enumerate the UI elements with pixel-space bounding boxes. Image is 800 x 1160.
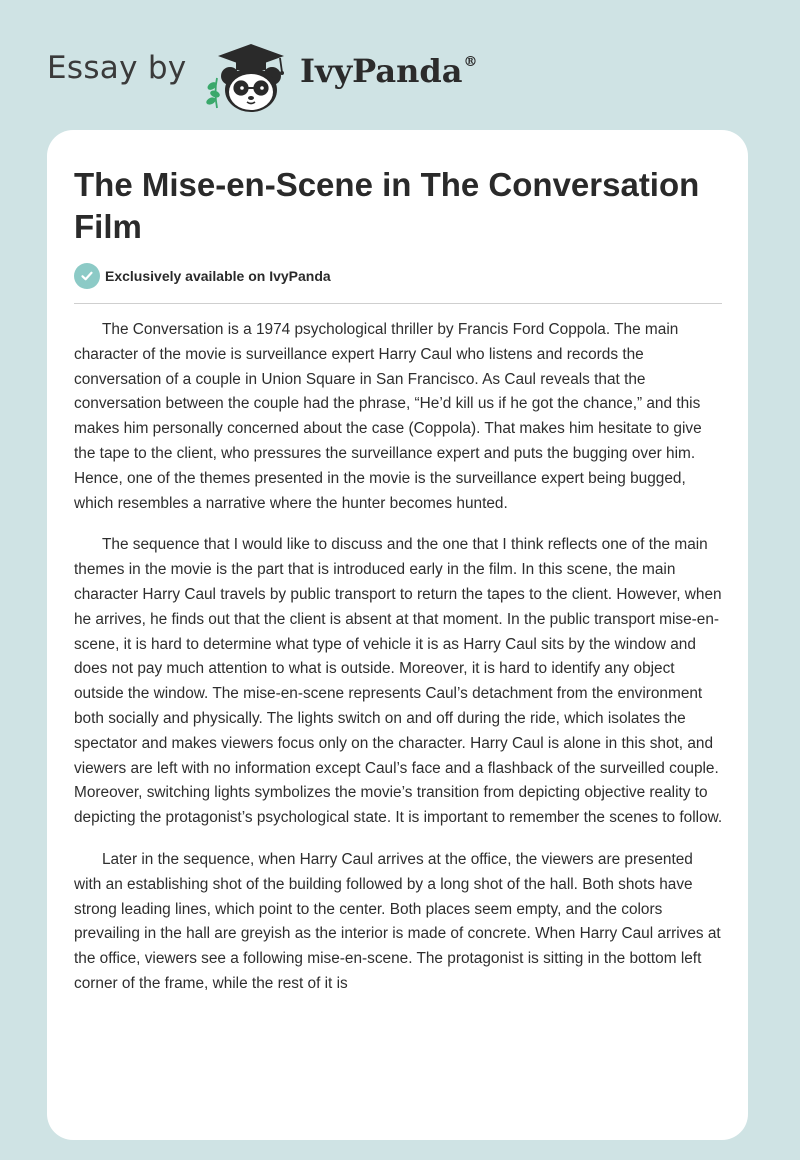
- title-divider: [74, 303, 722, 304]
- paragraph: Later in the sequence, when Harry Caul arrives at the office, the viewers are presented with an establishing shot of the building followed by a long shot of the hall. Both shots have strong leading lines, which point to the center. Both places seem empty, and the colors prevailing in the hall are greyish as the interior is made of concrete. When Harry Caul arrives at the office, viewers see a following mise-en-scene. The protagonist is sitting in the bottom left corner of the frame, while the rest of it is: [74, 850, 721, 992]
- brand-name: [300, 52, 476, 90]
- exclusive-badge-label: Exclusively available on IvyPanda: [105, 268, 331, 284]
- article-body: [74, 318, 724, 1014]
- article-title: The Mise-en-Scene in The Conversation Film: [74, 166, 700, 245]
- paragraph: The Conversation is a 1974 psychological thriller by Francis Ford Coppola. The main character of the movie is surveillance expert Harry Caul who listens and records the conversation of a couple in Union Square in San Francisco. As Caul reveals that the conversation between the couple had the phrase, “He’d kill us if he got the chance,” and this makes him personally concerned about the case (Coppola). That makes him hesitate to give the tape to the client, who pressures the surveillance expert and puts the bugging over him. Hence, one of the themes presented in the movie is the surveillance expert being bugged, which resembles a narrative where the hunter becomes hunted.: [74, 321, 702, 512]
- brand-name-text: IvyPanda: [300, 52, 463, 90]
- paragraph: The sequence that I would like to discuss and the one that I think reflects one of the main themes in the movie is the part that is introduced early in the film. In this scene, the main character Harry Caul travels by public transport to return the tapes to the client. However, when he arrives, he finds out that the client is absent at that moment. In the public transport mise-en-scene, it is hard to determine what type of vehicle it is as Harry Caul sits by the window and does not pay much attention to what is outside. Moreover, it is hard to identify any object outside the window. The mise-en-scene represents Caul’s detachment from the environment both socially and physically. The lights switch on and off during the ride, which isolates the spectator and makes viewers focus only on the character. Harry Caul is alone in this shot, and viewers are left with no information except Caul’s face and a flashback of the surveilled couple. Moreover, switching lights symbolizes the movie’s transition from depicting objective reality to depicting the protagonist’s psychological state. It is important to remember the scenes to follow.: [74, 536, 723, 827]
- registered-mark: ®: [463, 54, 478, 70]
- site-header: [0, 0, 800, 120]
- essay-by-label: Essay by: [47, 50, 187, 86]
- exclusive-badge: [74, 263, 331, 289]
- panda-logo-icon: [200, 30, 300, 114]
- check-icon: [74, 263, 100, 289]
- article-card: [47, 130, 748, 1140]
